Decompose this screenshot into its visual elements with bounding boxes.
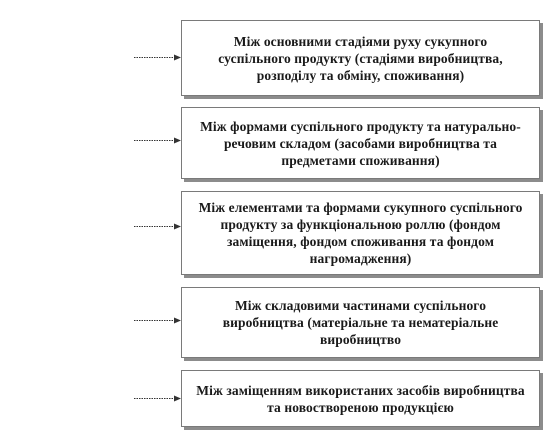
arrow-right-icon (134, 136, 182, 145)
relation-box-2-text: Між формами суспільного продукту та натурально-речовим складом (засобами виробництва та предметами споживання) (200, 118, 521, 168)
arrow-1 (134, 53, 182, 62)
relation-box-3-text: Між елементами та формами сукупного суспільного продукту за функціональною роллю (фондом заміщення, фондом споживання та фондом нагромадження) (198, 200, 523, 266)
relation-box-5-text: Між заміщенням використаних засобів виробництва та новоствореною продукцією (196, 382, 525, 415)
relation-box-4 (181, 287, 540, 358)
arrow-4 (134, 316, 182, 325)
arrow-right-icon (134, 394, 182, 403)
relation-box-4-text: Між складовими частинами суспільного виробництва (матеріальне та нематеріальне виробництво (222, 298, 499, 347)
relation-box-2 (181, 107, 540, 179)
arrow-3 (134, 222, 182, 231)
relation-box-3 (181, 191, 540, 275)
arrow-right-icon (134, 222, 182, 231)
arrow-5 (134, 394, 182, 403)
relation-box-1 (181, 20, 540, 96)
arrow-2 (134, 136, 182, 145)
relation-box-5 (181, 370, 540, 427)
arrow-right-icon (134, 53, 182, 62)
relation-box-1-text: Між основними стадіями руху сукупного суспільного продукту (стадіями виробництва, розподілу та обміну, споживання) (218, 33, 503, 83)
arrow-right-icon (134, 316, 182, 325)
